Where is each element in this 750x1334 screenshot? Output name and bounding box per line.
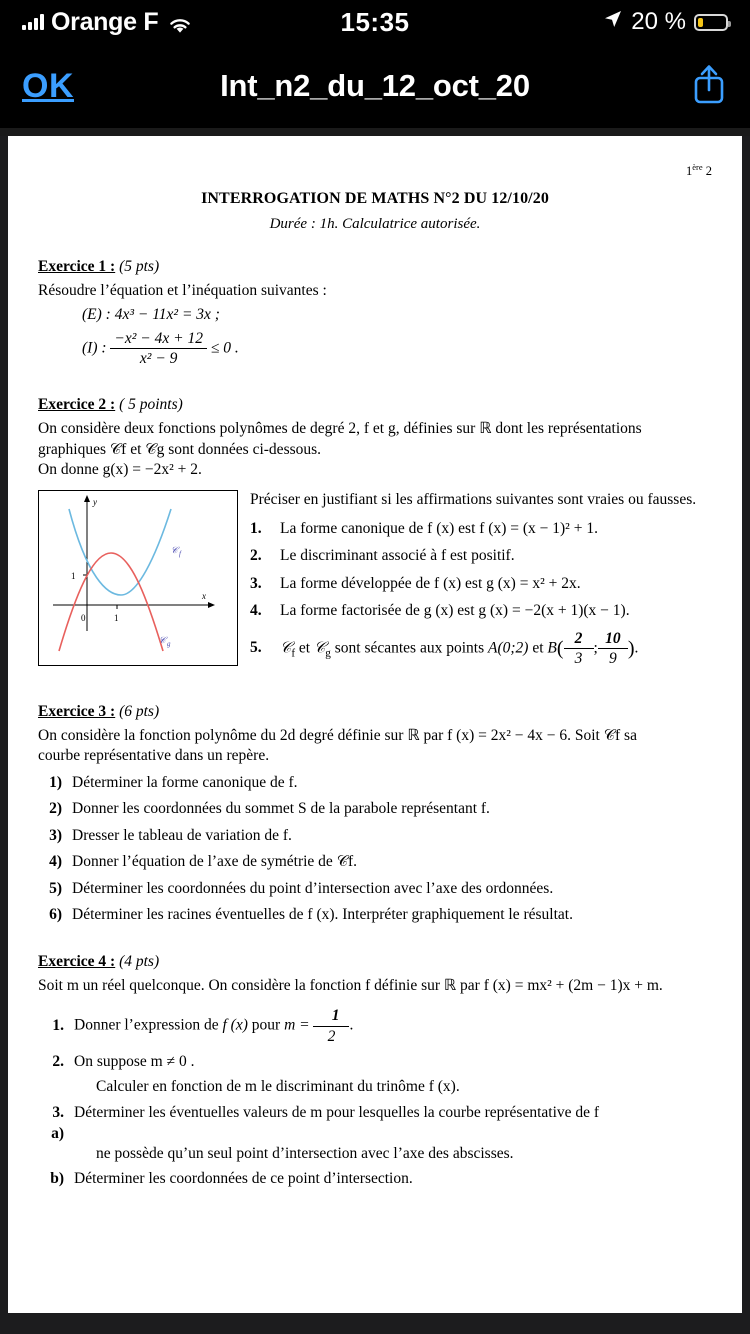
question-item: 1) Déterminer la forme canonique de f. xyxy=(49,773,298,791)
exercise-2-affirmation-list xyxy=(250,519,712,669)
affirmation-item: 4. La forme factorisée de g (x) est g (x) = −2(x + 1)(x − 1). xyxy=(250,602,630,620)
battery-icon xyxy=(694,14,728,31)
clock-label: 15:35 xyxy=(340,6,410,37)
exercise-1-points: (5 pts) xyxy=(119,257,160,275)
exercise-3-points: (6 pts) xyxy=(119,702,160,720)
exercise-2-line-3: On donne g(x) = −2x² + 2. xyxy=(38,461,202,479)
affirmation-item: 3. La forme développée de f (x) est g (x) = x² + 2x. xyxy=(250,574,581,592)
exercise-3-line-2: courbe représentative dans un repère. xyxy=(38,747,270,765)
svg-text:g: g xyxy=(167,640,171,649)
exercise-3-line-1: On considère la fonction polynôme du 2d degré définie sur ℝ par f (x) = 2x² − 4x − 6. Soit 𝒞f sa xyxy=(38,726,637,744)
exercise-3-heading: Exercice 3 : xyxy=(38,702,116,720)
ok-button[interactable]: OK xyxy=(22,66,74,105)
exercise-1 xyxy=(38,257,712,369)
question-item: 5) Déterminer les coordonnées du point d’intersection avec l’axe des ordonnées. xyxy=(49,879,554,897)
question-item-3a-line2: ne possède qu’un seul point d’intersection avec l’axe des abscisses. xyxy=(96,1145,514,1163)
navigation-bar xyxy=(0,44,750,128)
question-item-2-sub: Calculer en fonction de m le discriminant du trinôme f (x). xyxy=(96,1077,460,1095)
exercise-2-line-2: graphiques 𝒞f et 𝒞g sont données ci-dessous. xyxy=(38,440,322,458)
share-icon[interactable] xyxy=(690,62,728,111)
affirmation-item: 2. Le discriminant associé à f est positif. xyxy=(250,547,515,565)
exercise-2-line-1: On considère deux fonctions polynômes de degré 2, f et g, définies sur ℝ dont les représentations xyxy=(38,420,642,438)
exercise-4-line-1: Soit m un réel quelconque. On considère la fonction f définie sur ℝ par f (x) = mx² + (2m − 1)x + m. xyxy=(38,977,663,995)
exercise-1-equation-E: (E) : 4x³ − 11x² = 3x ; xyxy=(82,306,220,324)
affirmation-item: 1. La forme canonique de f (x) est f (x) = (x − 1)² + 1. xyxy=(250,519,598,537)
exercise-2-graph xyxy=(38,490,238,666)
location-arrow-icon xyxy=(603,8,623,36)
svg-text:𝒞: 𝒞 xyxy=(171,545,178,556)
class-label: 1ère 2 xyxy=(685,162,712,179)
document-page xyxy=(8,136,742,1313)
exercise-1-intro: Résoudre l’équation et l’inéquation suivantes : xyxy=(38,282,327,300)
svg-text:1: 1 xyxy=(114,613,119,624)
exercise-2 xyxy=(38,395,712,676)
document-viewer[interactable] xyxy=(0,136,750,1334)
battery-percent-label: 20 % xyxy=(631,8,686,35)
question-item-1: 1. Donner l’expression de f (x) pour m = $\frac{1}{2}$ . xyxy=(52,1007,354,1045)
exercise-3-question-list xyxy=(38,773,712,926)
exercise-2-prompt: Préciser en justifiant si les affirmations suivantes sont vraies ou fausses. xyxy=(250,491,697,509)
svg-text:f: f xyxy=(179,550,181,559)
question-item-2: 2. On suppose m ≠ 0 . Calculer en fonction de m le discriminant du trinôme f (x). xyxy=(38,1052,712,1097)
affirmation-item-5: 5. 𝒞$_f$ et 𝒞$_g$ sont sécantes aux points A(0;2) et B( $\frac{2}{3}$ ; $\frac{10}{9}$ ). xyxy=(250,629,639,668)
exercise-1-equation-I: (I) : $\frac{\text{−x² − 4x + 12}}{\text{x² − 9}}$ ≤ 0 . xyxy=(82,329,239,368)
exercise-4 xyxy=(38,952,712,1189)
svg-text:𝒞: 𝒞 xyxy=(159,635,166,646)
question-item-3: 3. a) Déterminer les éventuelles valeurs de m pour lesquelles la courbe représentative de f ne possède qu’un seul point d’intersection avec l’axe des abscisses. b) Déterminer les coordonnées de ce point d’intersection. xyxy=(38,1103,712,1189)
exercise-2-points: ( 5 points) xyxy=(119,395,183,413)
question-item: 6) Déterminer les racines éventuelles de f (x). Interpréter graphiquement le résultat. xyxy=(49,906,573,924)
exercise-2-statements xyxy=(250,490,712,675)
carrier-label: Orange F xyxy=(51,7,159,36)
exercise-3 xyxy=(38,702,712,926)
exercise-4-question-list xyxy=(38,1006,712,1188)
svg-text:1: 1 xyxy=(71,571,76,582)
exercise-4-heading: Exercice 4 : xyxy=(38,952,116,970)
question-item: 4) Donner l’équation de l’axe de symétrie de 𝒞f. xyxy=(49,853,358,871)
document-subtitle: Durée : 1h. Calculatrice autorisée. xyxy=(269,215,481,232)
document-title: INTERROGATION DE MATHS N°2 DU 12/10/20 xyxy=(201,189,549,207)
page-title: Int_n2_du_12_oct_20 xyxy=(220,68,530,103)
question-item: 3) Dresser le tableau de variation de f. xyxy=(49,826,292,844)
svg-text:y: y xyxy=(93,497,97,508)
svg-text:x: x xyxy=(202,591,206,602)
exercise-4-points: (4 pts) xyxy=(119,952,160,970)
exercise-1-heading: Exercice 1 : xyxy=(38,257,116,275)
status-bar xyxy=(0,0,750,44)
svg-text:0: 0 xyxy=(81,613,86,624)
question-item: 2) Donner les coordonnées du sommet S de la parabole représentant f. xyxy=(49,800,490,818)
exercise-2-heading: Exercice 2 : xyxy=(38,395,116,413)
